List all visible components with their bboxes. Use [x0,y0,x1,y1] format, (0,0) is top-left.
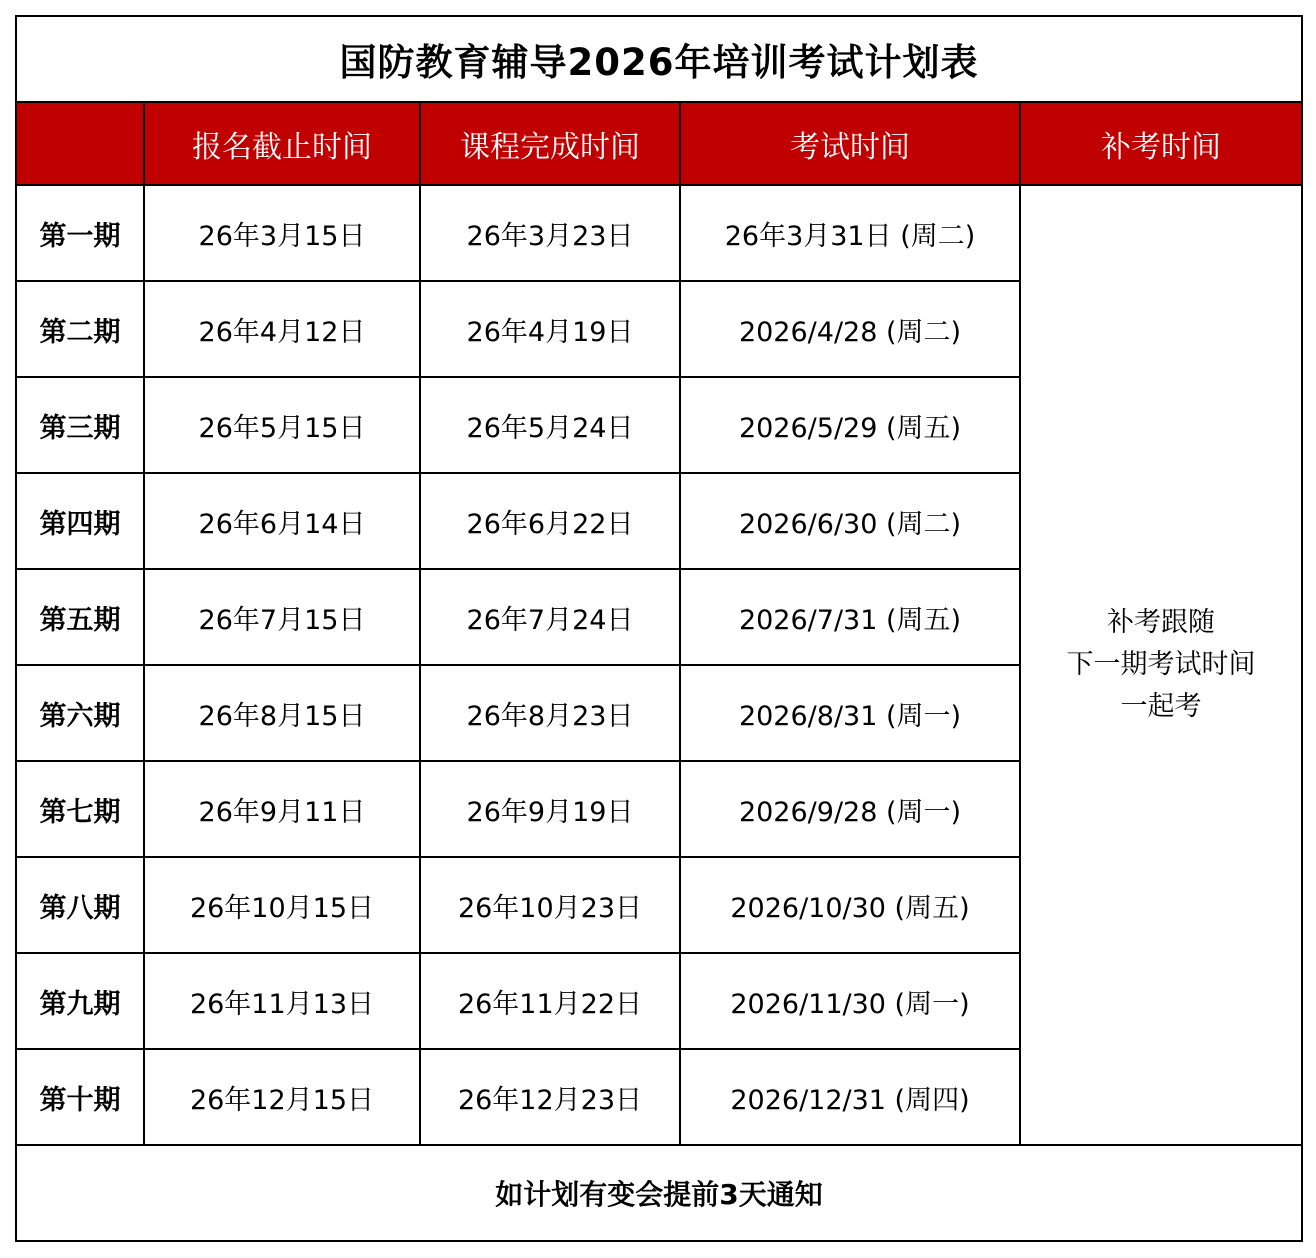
exam-time-cell: 2026/11/30 (周一) [680,953,1020,1049]
exam-time-cell: 2026/9/28 (周一) [680,761,1020,857]
period-label: 第一期 [16,185,144,281]
header-course-completion: 课程完成时间 [420,102,680,185]
header-exam-time: 考试时间 [680,102,1020,185]
course-completion-cell: 26年8月23日 [420,665,680,761]
registration-deadline-cell: 26年12月15日 [144,1049,420,1145]
header-period [16,102,144,185]
exam-time-cell: 2026/8/31 (周一) [680,665,1020,761]
course-completion-cell: 26年10月23日 [420,857,680,953]
header-makeup-time: 补考时间 [1020,102,1302,185]
footer-note: 如计划有变会提前3天通知 [16,1145,1302,1241]
registration-deadline-cell: 26年8月15日 [144,665,420,761]
course-completion-cell: 26年11月22日 [420,953,680,1049]
registration-deadline-cell: 26年7月15日 [144,569,420,665]
table-title: 国防教育辅导2026年培训考试计划表 [16,16,1302,102]
course-completion-cell: 26年7月24日 [420,569,680,665]
course-completion-cell: 26年3月23日 [420,185,680,281]
exam-time-cell: 2026/10/30 (周五) [680,857,1020,953]
course-completion-cell: 26年9月19日 [420,761,680,857]
course-completion-cell: 26年6月22日 [420,473,680,569]
period-label: 第十期 [16,1049,144,1145]
registration-deadline-cell: 26年9月11日 [144,761,420,857]
period-label: 第七期 [16,761,144,857]
makeup-note-line: 下一期考试时间 [1066,649,1256,680]
period-label: 第二期 [16,281,144,377]
period-label: 第八期 [16,857,144,953]
makeup-note-cell [1020,185,1302,1145]
period-label: 第四期 [16,473,144,569]
header-row [16,102,1302,185]
period-label: 第九期 [16,953,144,1049]
registration-deadline-cell: 26年3月15日 [144,185,420,281]
exam-time-cell: 2026/12/31 (周四) [680,1049,1020,1145]
makeup-note-line: 补考跟随 [1107,607,1216,638]
course-completion-cell: 26年5月24日 [420,377,680,473]
registration-deadline-cell: 26年5月15日 [144,377,420,473]
header-registration-deadline: 报名截止时间 [144,102,420,185]
exam-time-cell: 2026/6/30 (周二) [680,473,1020,569]
title-row [16,16,1302,102]
course-completion-cell: 26年12月23日 [420,1049,680,1145]
schedule-table [15,15,1303,1242]
exam-time-cell: 2026/7/31 (周五) [680,569,1020,665]
registration-deadline-cell: 26年10月15日 [144,857,420,953]
registration-deadline-cell: 26年4月12日 [144,281,420,377]
makeup-note-line: 一起考 [1120,691,1202,722]
period-label: 第五期 [16,569,144,665]
period-label: 第六期 [16,665,144,761]
table-row [16,185,1302,281]
exam-time-cell: 2026/4/28 (周二) [680,281,1020,377]
registration-deadline-cell: 26年6月14日 [144,473,420,569]
footer-row [16,1145,1302,1241]
course-completion-cell: 26年4月19日 [420,281,680,377]
registration-deadline-cell: 26年11月13日 [144,953,420,1049]
exam-time-cell: 2026/5/29 (周五) [680,377,1020,473]
period-label: 第三期 [16,377,144,473]
exam-time-cell: 26年3月31日 (周二) [680,185,1020,281]
schedule-sheet [15,15,1301,1242]
